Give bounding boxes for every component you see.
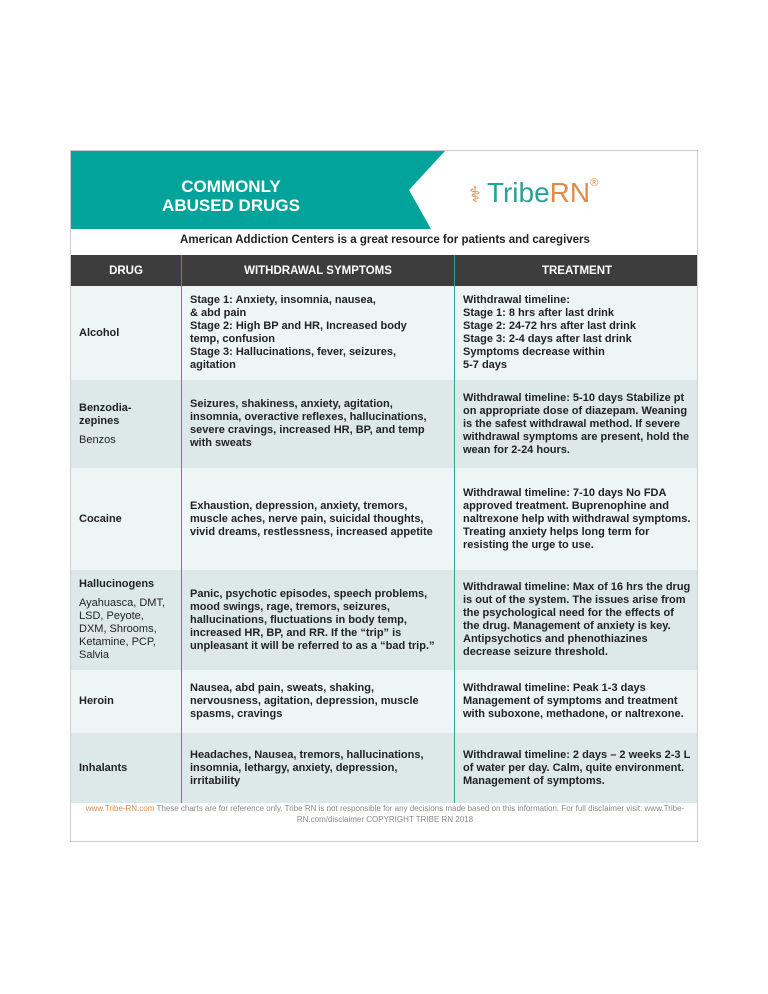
treatment-cell: Withdrawal timeline: Max of 16 hrs the drug is out of the system. The issues arise from the psychological need for the effects of the drug. Management of anxiety is key. Antipsychotics and phenothiazines decrease seizure threshold. [455,570,699,670]
drug-table [71,255,698,803]
table-row [71,670,698,733]
table-row [71,733,698,803]
title-line-2: ABUSED DRUGS [162,196,300,215]
subtitle: American Addiction Centers is a great resource for patients and caregivers [180,234,590,246]
table-row [71,468,698,570]
treatment-cell: Withdrawal timeline: Stage 1: 8 hrs after last drink Stage 2: 24-72 hrs after last drink Stage 3: 2-4 days after last drink Symptoms decrease within 5-7 days [455,286,699,380]
drug-name: Benzodia- zepines [79,401,132,427]
drug-name: Hallucinogens [79,578,155,590]
symptoms-cell: Seizures, shakiness, anxiety, agitation, insomnia, overactive reflexes, hallucinations, severe cravings, increased HR, BP, and temp with sweats [182,380,455,468]
title-line-1: COMMONLY [181,177,281,196]
drug-name: Alcohol [79,326,120,339]
col-drug: DRUG [71,255,182,286]
header-banner [71,151,698,229]
treatment-cell: Withdrawal timeline: 7-10 days No FDA approved treatment. Buprenophine and naltrexone help with withdrawal symptoms. Treating anxiety helps long term for resisting the urge to use. [455,468,699,570]
drug-name: Heroin [79,695,114,707]
col-symptoms: WITHDRAWAL SYMPTOMS [182,255,455,286]
website-link[interactable]: www.Tribe-RN.com [85,804,155,813]
registered-mark: ® [590,177,599,189]
page-title [131,177,331,215]
treatment-cell: Withdrawal timeline: Peak 1-3 days Management of symptoms and treatment with suboxone, methadone, or naltrexone. [455,670,699,733]
logo-accent: RN [549,177,591,208]
symptoms-cell: Nausea, abd pain, sweats, shaking, nervousness, agitation, depression, muscle spasms, cravings [182,670,455,733]
drug-chart-card [70,150,698,842]
footer-disclaimer [71,803,698,825]
symptoms-cell: Exhaustion, depression, anxiety, tremors, muscle aches, nerve pain, suicidal thoughts, vivid dreams, restlessness, increased appetite [182,468,455,570]
tribern-logo [469,177,598,209]
table-row [71,286,698,380]
symptoms-cell: Headaches, Nausea, tremors, hallucinations, insomnia, lethargy, anxiety, depression, irritability [182,733,455,803]
symptoms-cell: Stage 1: Anxiety, insomnia, nausea, & abd pain Stage 2: High BP and HR, Increased body temp, confusion Stage 3: Hallucinations, fever, seizures, agitation [182,286,455,380]
logo-text: Tribe [486,177,550,208]
drug-cell [71,286,182,380]
caduceus-icon: ⚕ [469,182,481,207]
drug-cell [71,380,182,468]
treatment-cell: Withdrawal timeline: 2 days – 2 weeks 2-3 L of water per day. Calm, quite environment. Management of symptoms. [455,733,699,803]
table-row [71,380,698,468]
drug-alias: Benzos [79,433,116,446]
drug-cell [71,468,182,570]
drug-name: Inhalants [79,761,128,774]
drug-cell [71,670,182,733]
table-row [71,570,698,670]
disclaimer-text: These charts are for reference only. Tribe RN is not responsible for any decisions made based on this information. For full disclaimer visit: www.Tribe-RN.com/disclaimer COPYRIGHT TRIBE RN 2018 [154,804,685,824]
drug-name: Cocaine [79,512,122,525]
drug-cell [71,570,182,670]
col-treatment: TREATMENT [455,255,699,286]
treatment-cell: Withdrawal timeline: 5-10 days Stabilize pt on appropriate dose of diazepam. Weaning is the safest withdrawal method. If severe withdrawal symptoms are present, hold the wean for 2-24 hours. [455,380,699,468]
drug-alias: Ayahuasca, DMT, LSD, Peyote, DXM, Shrooms, Ketamine, PCP, Salvia [79,597,166,661]
drug-cell [71,733,182,803]
symptoms-cell: Panic, psychotic episodes, speech problems, mood swings, rage, tremors, seizures, hallucinations, fluctuations in body temp, increased HR, BP, and RR. If the “trip” is unpleasant it will be referred to as a “bad trip.” [182,570,455,670]
